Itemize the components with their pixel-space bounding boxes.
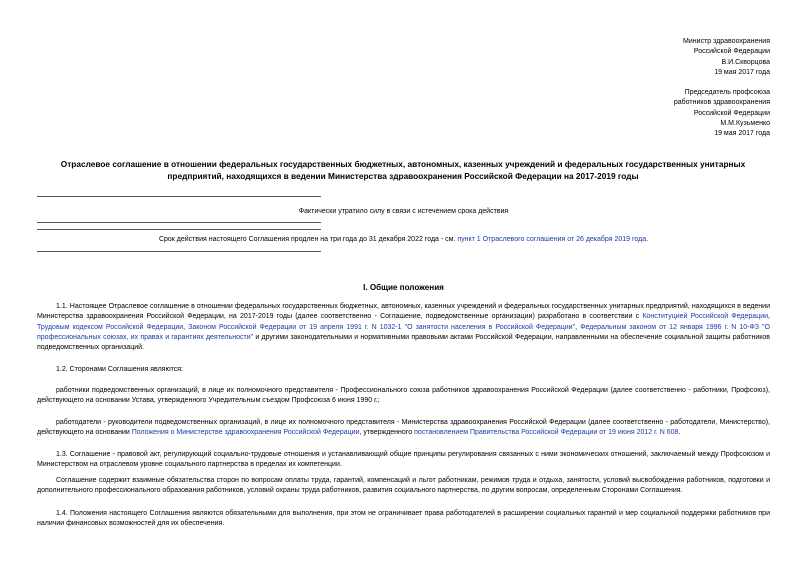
union-date: 19 мая 2017 года xyxy=(714,130,770,138)
extension-notice xyxy=(37,235,770,245)
paragraph-1-3: 1.3. Соглашение - правовой акт, регулирующий социально-трудовые отношения и устанавливающий общие принципы регулирования связанных с ними экономических отношений, заключаемый между Профсоюзом и Министерством на отраслевом уровне социального партнерства в пределах их компетенции. xyxy=(37,451,770,469)
minister-name: В.И.Скворцова xyxy=(721,58,770,66)
divider xyxy=(37,196,321,197)
union-title: Председатель профсоюза xyxy=(684,89,770,96)
union-chair-name: М.М.Кузьменко xyxy=(720,119,770,127)
extension-notice-end: . xyxy=(646,236,649,243)
paragraph-1-2: 1.2. Сторонами Соглашения являются: xyxy=(56,366,183,373)
section-heading: I. Общие положения xyxy=(363,283,444,292)
document-title xyxy=(34,159,772,182)
divider xyxy=(37,229,321,230)
document-title-line2: предприятий, находящихся в ведении Министерства здравоохранения Российской Федерации на 2017-2019 годы xyxy=(167,170,639,181)
paragraph-obligations: Соглашение содержит взаимные обязательства сторон по вопросам оплаты труда, гарантий, компенсаций и льгот работникам, режимов труда и отдыха, занятости, условий высвобождения работников, подготовки и дополнительного профессионального образования работников, условий охраны труда работников, развития социального партнерства, по другим вопросам, определенным Сторонами Соглашения. xyxy=(37,477,770,495)
trade-unions-law-link[interactable]: Федеральным законом от 12 января 1996 г. N 10-ФЗ "О профессиональных союзах, их правах и гарантиях деятельности" xyxy=(37,323,770,341)
union-approval-block xyxy=(590,88,770,139)
paragraph-1-1-text: 1.1. Настоящее Отраслевое соглашение в отношении федеральных государственных бюджетных, автономных, казенных учреждений и федеральных государственных унитарных предприятий, находящихся в ведении Министерства здравоохранения Российской Федерации, на 2017-2019 годы (далее соответственно - Соглашение, подведомственные организации) разработано в соответствии с xyxy=(37,303,770,321)
expired-notice: Фактически утратило силу в связи с истечением срока действия xyxy=(298,208,509,215)
separator: , xyxy=(768,313,770,321)
divider xyxy=(37,222,321,223)
ministry-regulation-link[interactable]: Положения о Министерстве здравоохранения Российской Федерации xyxy=(131,429,360,437)
labor-code-link[interactable]: Трудовым кодексом Российской Федерации xyxy=(37,323,184,331)
minister-approval-block xyxy=(590,37,770,78)
extension-agreement-link[interactable]: пункт 1 Отраслевого соглашения от 26 декабря 2019 года xyxy=(457,236,647,243)
minister-title: Министр здравоохранения xyxy=(683,38,770,45)
union-country: Российской Федерации xyxy=(693,109,770,117)
extension-notice-text: Срок действия настоящего Соглашения продлен на три года до 31 декабря 2022 года - см. xyxy=(158,236,456,243)
minister-country: Российской Федерации xyxy=(693,48,770,56)
paragraph-1-4: 1.4. Положения настоящего Соглашения являются обязательными для выполнения, при этом не ограничивает права работодателей в расширении социальных гарантий и мер социальной поддержки работников при наличии финансовых возможностей для их обеспечения. xyxy=(37,510,770,528)
paragraph-1-1 xyxy=(37,302,770,353)
paragraph-1-1-tail: и другими законодательными и нормативными правовыми актами Российской Федерации, направленными на обеспечение социальной защиты работников подведомственных организаций. xyxy=(37,333,770,352)
document-title-line1: Отраслевое соглашение в отношении федеральных государственных бюджетных, автономных, казенных учреждений и федеральных государственных унитарных xyxy=(60,159,746,169)
minister-date: 19 мая 2017 года xyxy=(714,68,770,76)
government-decree-link[interactable]: постановлением Правительства Российской Федерации от 19 июня 2012 г. N 608 xyxy=(414,429,679,437)
paragraph-employers-mid: , утвержденного xyxy=(359,429,413,437)
paragraph-employers-end: . xyxy=(678,429,681,437)
divider xyxy=(37,251,321,252)
paragraph-employers-text: работодатели - руководители подведомственных организаций, в лице их полномочного представителя - Министерства здравоохранения Российской Федерации (далее соответственно - работодатели, Министерство), действующего на основании xyxy=(37,419,770,437)
separator: , xyxy=(575,323,578,331)
paragraph-workers: работники подведомственных организаций, в лице их полномочного представителя - Профессионального союза работников здравоохранения Российской Федерации (далее соответственно - работники, Профсоюз), действующего на основании Устава, утвержденного Учредительным съездом Профсоюза 6 июня 1990 г.; xyxy=(37,387,770,405)
union-org: работников здравоохранения xyxy=(673,99,770,107)
separator: , xyxy=(183,323,186,331)
constitution-link[interactable]: Конституцией Российской Федерации xyxy=(642,313,769,321)
employment-law-link[interactable]: Законом Российской Федерации от 19 апреля 1991 г. N 1032-1 "О занятости населения в Российской Федерации" xyxy=(188,323,576,331)
paragraph-employers xyxy=(37,418,770,439)
